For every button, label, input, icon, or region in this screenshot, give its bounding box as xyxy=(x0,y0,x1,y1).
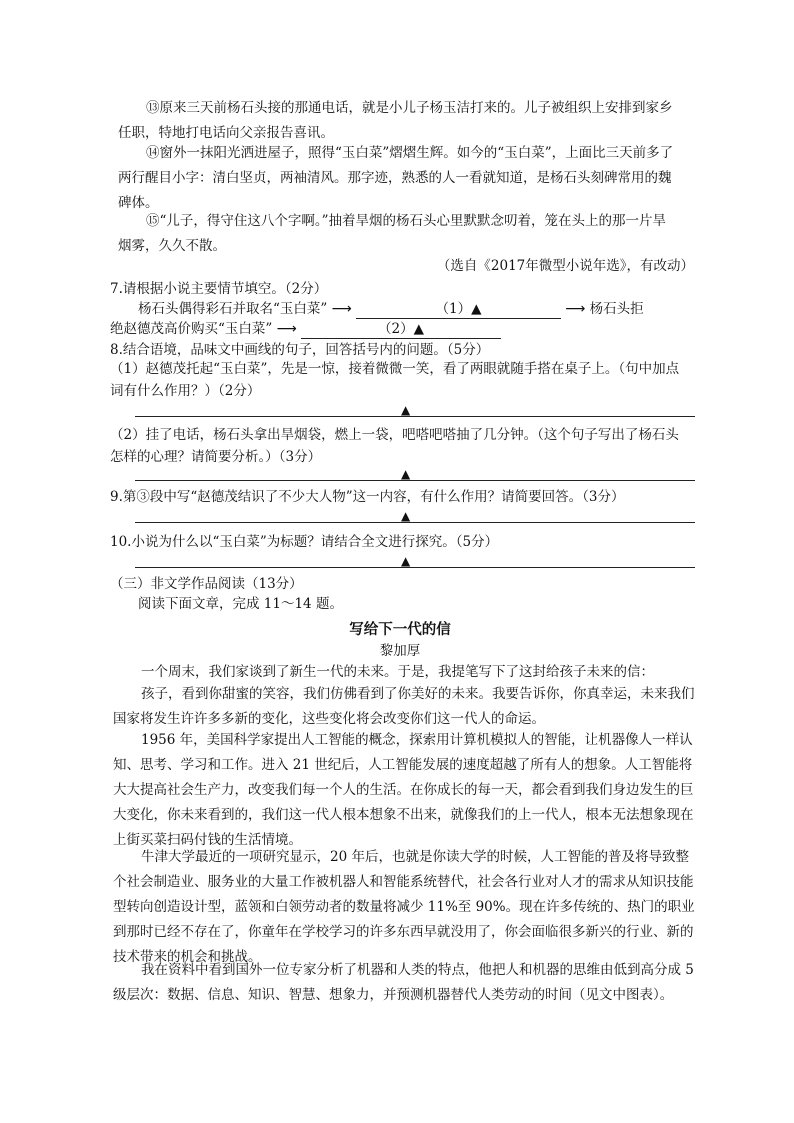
article-title: 写给下一代的信 xyxy=(349,622,451,638)
answer-marker: ▲ xyxy=(401,403,411,417)
arrow-right-icon: ⟶ xyxy=(565,301,586,317)
article-author: 黎加厚 xyxy=(379,643,421,659)
question-7-seg1: 杨石头偶得彩石并取名“玉白菜” xyxy=(138,301,328,317)
question-7-blank-1[interactable]: （1）▲ xyxy=(356,300,561,319)
passage-source: （选自《2017年微型小说年选》，有改动） xyxy=(436,258,694,274)
article-paragraph: 一个周末，我们家谈到了新生一代的未来。于是，我提笔写下了这封给孩子未来的信： xyxy=(141,664,654,680)
question-8-sub-2: （2）挂了电话，杨石头拿出旱烟袋，燃上一袋，吧嗒吧嗒抽了几分钟。（这个句子写出了杨石头怎样的心理？请简要分析。）（3分） xyxy=(110,427,679,465)
section-instruction: 阅读下面文章，完成 11～14 题。 xyxy=(138,596,343,612)
question-7-seg2: 杨石头拒 xyxy=(589,301,644,317)
question-8-stem: 8.结合语境，品味文中画线的句子，回答括号内的问题。（5分） xyxy=(110,342,490,358)
article-paragraph: 孩子，看到你甜蜜的笑容，我们仿佛看到了你美好的未来。我要告诉你，你真幸运，未来我们国家将发生许许多多新的变化，这些变化将会改变你们这一代人的命运。 xyxy=(113,686,695,727)
question-7-blank-2[interactable]: （2）▲ xyxy=(301,320,501,339)
question-8-2-answer-line[interactable] xyxy=(135,480,695,481)
question-10-stem: 10.小说为什么以“玉白菜”为标题？请结合全文进行探究。（5分） xyxy=(110,534,499,550)
arrow-right-icon: ⟶ xyxy=(331,301,352,317)
passage-paragraph-15: ⑮“儿子，得守住这八个字啊。”抽着旱烟的杨石头心里默默念叨着，笼在头上的那一片旱烟雾，久久不散。 xyxy=(118,213,667,254)
question-8-sub-1: （1）赵德茂托起“玉白菜”，先是一惊，接着微微一笑，看了两眼就随手搭在桌子上。（句中加点词有什么作用？）（2分） xyxy=(110,361,680,399)
question-7-stem: 7.请根据小说主要情节填空。（2分） xyxy=(110,281,328,297)
passage-paragraph-14: ⑭窗外一抹阳光洒进屋子，照得“玉白菜”熠熠生辉。如今的“玉白菜”，上面比三天前多了两行醒目小字：清白坚贞，两袖清风。那字迹，熟悉的人一看就知道，是杨石头刻碑常用的魏碑体。 xyxy=(118,145,674,211)
section-heading: （三）非文学作品阅读（13分） xyxy=(110,576,303,592)
question-7-seg3: 绝赵德茂高价购买“玉白菜” xyxy=(110,321,273,337)
answer-marker: ▲ xyxy=(401,554,411,568)
question-8-1-answer-line[interactable] xyxy=(135,416,695,417)
question-9-answer-line[interactable] xyxy=(135,522,695,523)
article-paragraph: 我在资料中看到国外一位专家分析了机器和人类的特点，他把人和机器的思维由低到高分成 5 级层次：数据、信息、知识、智慧、想象力，并预测机器替代人类劳动的时间（见文中图表）。 xyxy=(113,962,694,1003)
article-paragraph: 牛津大学最近的一项研究显示，20 年后，也就是你读大学的时候，人工智能的普及将导致整个社会制造业、服务业的大量工作被机器人和智能系统替代，社会各行业对人才的需求从知识技能型转向创造设计型，蓝领和白领劳动者的数量将减少 11%至 90%。现在许多传统的、热门的职业到那时已经不存在了，你童年在学校学习的许多东西早就没用了，你会面临很多新兴的行业、新的技术带来的机会和挑战。 xyxy=(113,849,695,965)
question-10-answer-line[interactable] xyxy=(135,567,695,568)
article-paragraph: 1956 年，美国科学家提出人工智能的概念，探索用计算机模拟人的智能，让机器像人一样认知、思考、学习和工作。进入 21 世纪后，人工智能发展的速度超越了所有人的想象。人工智能将大大提高社会生产力，改变我们每一个人的生活。在你成长的每一天，都会看到我们身边发生的巨大变化，你未来看到的，我们这一代人根本想象不出来，就像我们的上一代人，根本无法想象现在上街买菜扫码付钱的生活情境。 xyxy=(113,732,694,848)
arrow-right-icon: ⟶ xyxy=(276,321,297,337)
question-9-stem: 9.第③段中写“赵德茂结识了不少大人物”这一内容，有什么作用？请简要回答。（3分） xyxy=(110,489,625,505)
answer-marker: ▲ xyxy=(401,509,411,523)
answer-marker: ▲ xyxy=(401,467,411,481)
passage-paragraph-13: ⑬原来三天前杨石头接的那通电话，就是小儿子杨玉洁打来的。儿子被组织上安排到家乡任职，特地打电话向父亲报告喜讯。 xyxy=(118,100,673,141)
